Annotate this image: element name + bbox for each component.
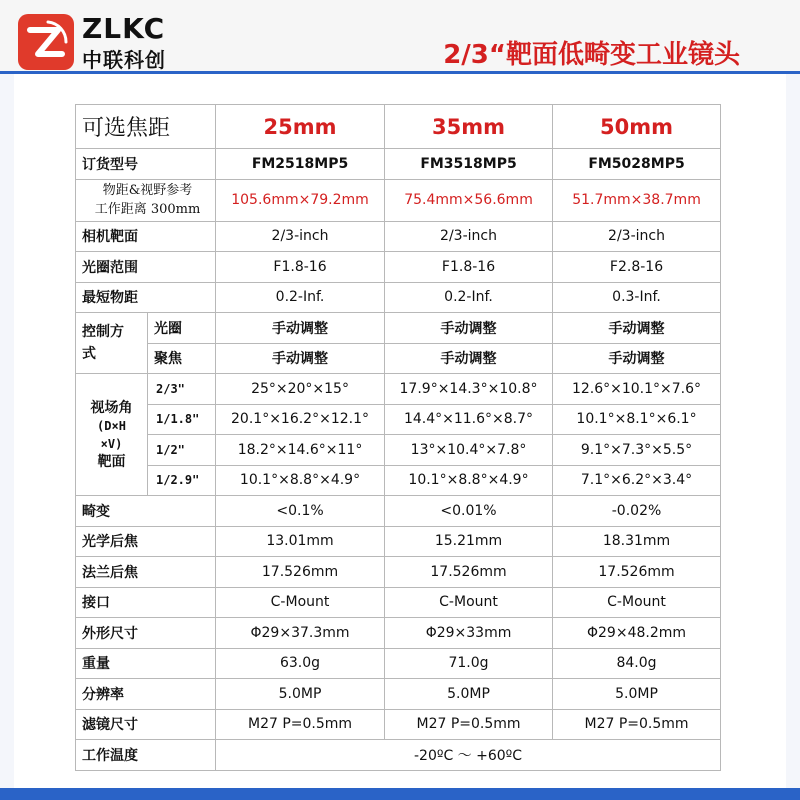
aperture-range-cell: F2.8-16 bbox=[553, 252, 721, 283]
sensor-cell: 2/3-inch bbox=[553, 221, 721, 252]
angle-label-line2: (D×H bbox=[97, 418, 126, 433]
model-cell: FM5028MP5 bbox=[553, 149, 721, 180]
control-aperture-cell: 手动调整 bbox=[553, 313, 721, 344]
focal-length-cell: 50mm bbox=[553, 105, 721, 149]
table-row bbox=[76, 149, 721, 180]
bfl-cell: 15.21mm bbox=[385, 526, 553, 557]
resolution-label: 分辨率 bbox=[76, 679, 216, 710]
angle-cell: 14.4°×11.6°×8.7° bbox=[385, 404, 553, 435]
size-cell: Φ29×37.3mm bbox=[216, 618, 385, 649]
angle-cell: 13°×10.4°×7.8° bbox=[385, 435, 553, 466]
distortion-cell: <0.1% bbox=[216, 496, 385, 527]
mod-cell: 0.3-Inf. bbox=[553, 282, 721, 313]
zlkc-logo-icon bbox=[18, 14, 74, 70]
weight-cell: 84.0g bbox=[553, 648, 721, 679]
table-row bbox=[76, 618, 721, 649]
distortion-cell: <0.01% bbox=[385, 496, 553, 527]
focal-length-cell: 35mm bbox=[385, 105, 553, 149]
distortion-cell: -0.02% bbox=[553, 496, 721, 527]
filter-cell: M27 P=0.5mm bbox=[553, 709, 721, 740]
table-row bbox=[76, 648, 721, 679]
table-row bbox=[76, 343, 721, 374]
control-aperture-cell: 手动调整 bbox=[385, 313, 553, 344]
table-row bbox=[76, 557, 721, 588]
angle-cell: 10.1°×8.8°×4.9° bbox=[385, 465, 553, 496]
weight-cell: 71.0g bbox=[385, 648, 553, 679]
control-label bbox=[76, 313, 148, 374]
control-aperture-cell: 手动调整 bbox=[216, 313, 385, 344]
table-row bbox=[76, 221, 721, 252]
angle-sensor-label: 1/1.8" bbox=[148, 404, 216, 435]
focal-length-label: 可选焦距 bbox=[76, 105, 216, 149]
table-row bbox=[76, 313, 721, 344]
weight-cell: 63.0g bbox=[216, 648, 385, 679]
focal-length-cell: 25mm bbox=[216, 105, 385, 149]
control-focus-cell: 手动调整 bbox=[385, 343, 553, 374]
table-row bbox=[76, 587, 721, 618]
mount-cell: C-Mount bbox=[216, 587, 385, 618]
left-frame bbox=[0, 74, 14, 800]
fov-cell: 75.4mm×56.6mm bbox=[385, 179, 553, 221]
weight-label: 重量 bbox=[76, 648, 216, 679]
table-row bbox=[76, 374, 721, 405]
right-frame bbox=[786, 74, 800, 800]
ffd-cell: 17.526mm bbox=[385, 557, 553, 588]
sensor-label: 相机靶面 bbox=[76, 221, 216, 252]
angle-cell: 17.9°×14.3°×10.8° bbox=[385, 374, 553, 405]
spec-table bbox=[75, 104, 721, 771]
fov-label bbox=[76, 179, 216, 221]
table-row bbox=[76, 526, 721, 557]
sensor-cell: 2/3-inch bbox=[385, 221, 553, 252]
model-cell: FM2518MP5 bbox=[216, 149, 385, 180]
angle-cell: 20.1°×16.2°×12.1° bbox=[216, 404, 385, 435]
angle-cell: 25°×20°×15° bbox=[216, 374, 385, 405]
size-label: 外形尺寸 bbox=[76, 618, 216, 649]
table-row bbox=[76, 709, 721, 740]
table-row bbox=[76, 679, 721, 710]
mount-cell: C-Mount bbox=[553, 587, 721, 618]
temp-label: 工作温度 bbox=[76, 740, 216, 771]
distortion-label: 畸变 bbox=[76, 496, 216, 527]
mount-cell: C-Mount bbox=[385, 587, 553, 618]
table-row bbox=[76, 179, 721, 221]
angle-cell: 12.6°×10.1°×7.6° bbox=[553, 374, 721, 405]
control-focus-label: 聚焦 bbox=[148, 343, 216, 374]
bfl-cell: 13.01mm bbox=[216, 526, 385, 557]
mod-cell: 0.2-Inf. bbox=[216, 282, 385, 313]
table-row bbox=[76, 404, 721, 435]
brand-name-en: ZLKC bbox=[82, 12, 166, 45]
brand-name-cn: 中联科创 bbox=[82, 48, 166, 72]
control-focus-cell: 手动调整 bbox=[553, 343, 721, 374]
angle-cell: 7.1°×6.2°×3.4° bbox=[553, 465, 721, 496]
resolution-cell: 5.0MP bbox=[385, 679, 553, 710]
table-row bbox=[76, 496, 721, 527]
angle-sensor-label: 1/2" bbox=[148, 435, 216, 466]
angle-sensor-label: 2/3" bbox=[148, 374, 216, 405]
table-row bbox=[76, 252, 721, 283]
temp-cell: -20ºC ～ +60ºC bbox=[216, 740, 721, 771]
ffd-cell: 17.526mm bbox=[216, 557, 385, 588]
size-cell: Φ29×33mm bbox=[385, 618, 553, 649]
bottom-frame bbox=[0, 788, 800, 800]
angle-cell: 10.1°×8.8°×4.9° bbox=[216, 465, 385, 496]
angle-label-line4: 靶面 bbox=[97, 453, 126, 470]
bfl-label: 光学后焦 bbox=[76, 526, 216, 557]
control-label-line2: 式 bbox=[82, 346, 96, 362]
control-focus-cell: 手动调整 bbox=[216, 343, 385, 374]
angle-cell: 18.2°×14.6°×11° bbox=[216, 435, 385, 466]
ffd-cell: 17.526mm bbox=[553, 557, 721, 588]
control-aperture-label: 光圈 bbox=[148, 313, 216, 344]
fov-cell: 51.7mm×38.7mm bbox=[553, 179, 721, 221]
angle-label bbox=[76, 374, 148, 496]
resolution-cell: 5.0MP bbox=[553, 679, 721, 710]
angle-sensor-label: 1/2.9" bbox=[148, 465, 216, 496]
filter-cell: M27 P=0.5mm bbox=[385, 709, 553, 740]
order-label: 订货型号 bbox=[76, 149, 216, 180]
filter-cell: M27 P=0.5mm bbox=[216, 709, 385, 740]
mod-label: 最短物距 bbox=[76, 282, 216, 313]
page-title: 2/3“靶面低畸变工业镜头 bbox=[443, 40, 740, 70]
mount-label: 接口 bbox=[76, 587, 216, 618]
mod-cell: 0.2-Inf. bbox=[385, 282, 553, 313]
fov-label-line1: 物距&视野参考 bbox=[102, 183, 193, 198]
angle-label-line3: ×V) bbox=[100, 436, 123, 451]
ffd-label: 法兰后焦 bbox=[76, 557, 216, 588]
angle-cell: 10.1°×8.1°×6.1° bbox=[553, 404, 721, 435]
control-label-line1: 控制方 bbox=[82, 324, 124, 340]
resolution-cell: 5.0MP bbox=[216, 679, 385, 710]
fov-cell: 105.6mm×79.2mm bbox=[216, 179, 385, 221]
table-row bbox=[76, 435, 721, 466]
table-row bbox=[76, 105, 721, 149]
table-row bbox=[76, 740, 721, 771]
table-row bbox=[76, 282, 721, 313]
aperture-range-cell: F1.8-16 bbox=[216, 252, 385, 283]
sensor-cell: 2/3-inch bbox=[216, 221, 385, 252]
filter-label: 滤镜尺寸 bbox=[76, 709, 216, 740]
aperture-range-label: 光圈范围 bbox=[76, 252, 216, 283]
size-cell: Φ29×48.2mm bbox=[553, 618, 721, 649]
aperture-range-cell: F1.8-16 bbox=[385, 252, 553, 283]
table-row bbox=[76, 465, 721, 496]
angle-label-line1: 视场角 bbox=[90, 399, 133, 416]
bfl-cell: 18.31mm bbox=[553, 526, 721, 557]
fov-label-line2: 工作距离 300mm bbox=[94, 202, 201, 217]
model-cell: FM3518MP5 bbox=[385, 149, 553, 180]
angle-cell: 9.1°×7.3°×5.5° bbox=[553, 435, 721, 466]
